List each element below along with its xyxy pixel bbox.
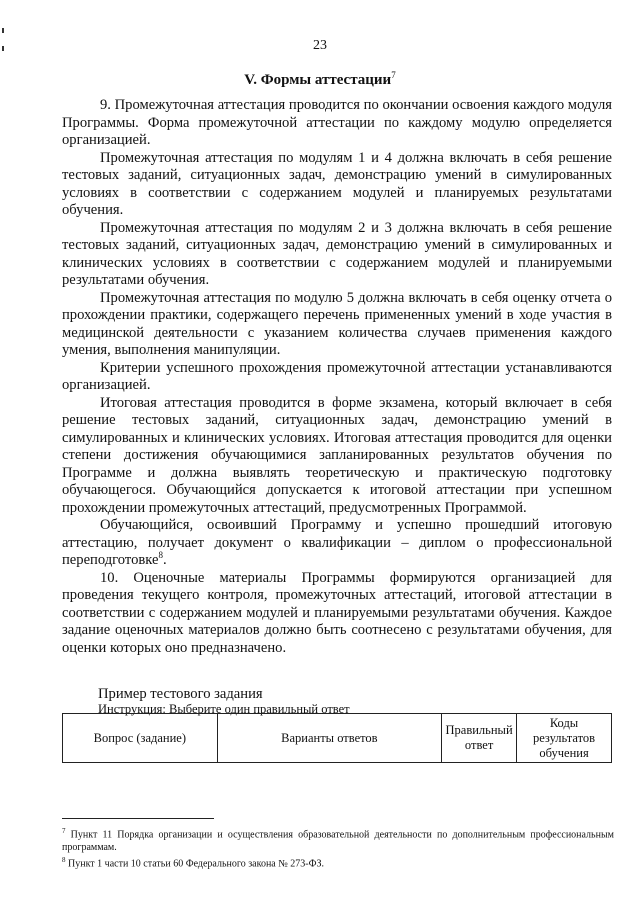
- page-number: 23: [313, 38, 327, 53]
- paragraph: Критерии успешного прохождения промежуточной аттестации устанавливаются организацией.: [62, 359, 612, 393]
- footnote-text: Пункт 1 части 10 статьи 60 Федерального закона № 273-ФЗ.: [68, 858, 325, 870]
- paragraph: Итоговая аттестация проводится в форме экзамена, который включает в себя решение тестовых заданий, ситуационных задач, демонстрацию умений в симулированных и клинических условиях. Итоговая аттестация проводится для оценки степени достижения обучающимися запланированных результатов обучения по Программе и должна выявлять теоретическую и практическую подготовку обучающегося. Обучающийся допускается к итоговой аттестации при успешном прохождении промежуточных аттестаций, предусмотренных Программой.: [62, 394, 612, 516]
- heading-text: V. Формы аттестации: [244, 72, 392, 88]
- footnote-ref: 7: [391, 70, 396, 80]
- footnote: [62, 854, 614, 871]
- paragraph: 10. Оценочные материалы Программы формируются организацией для проведения текущего контроля, промежуточных аттестаций, итоговой аттестации в соответствии с содержанием модулей и планируемыми результатами обучения. Каждое задание оценочных материалов должно быть соотнесено с результатами обучения, для оценки которых оно предназначено.: [62, 569, 612, 656]
- paragraph: Промежуточная аттестация по модулям 1 и 4 должна включать в себя решение тестовых заданий, ситуационных задач, демонстрацию умений в симулированных условиях в соответствии с содержанием модулей и планируемых результатами обучения.: [62, 149, 612, 218]
- instruction-text: Инструкция: Выберите один правильный ответ: [98, 702, 350, 716]
- body-text: [62, 97, 612, 657]
- table-header-cell: Вопрос (задание): [63, 714, 218, 763]
- paragraph-text: Обучающийся, освоивший Программу и успешно прошедший итоговую аттестацию, получает документ о квалификации – диплом о профессиональной переподготовке: [62, 517, 612, 568]
- test-task-table: [62, 713, 612, 763]
- margin-mark: [2, 28, 4, 33]
- table-header-row: [63, 714, 612, 763]
- paragraph: Промежуточная аттестация по модулям 2 и 3 должна включать в себя решение тестовых заданий, ситуационных задач, демонстрацию умений в симулированных и клинических условиях в соответствии с содержанием модулей и планируемыми результатами обучения.: [62, 219, 612, 288]
- paragraph: [62, 517, 612, 570]
- footnote-ref: 8: [158, 550, 163, 561]
- paragraph: Промежуточная аттестация по модулю 5 должна включать в себя оценку отчета о прохождении практики, содержащего перечень примененных умений в ходе участия в медицинской деятельности с указанием количества случаев применения каждого умения, выполнения манипуляции.: [62, 289, 612, 358]
- footnote-text: Пункт 11 Порядка организации и осуществления образовательной деятельности по дополнительным профессиональным программам.: [62, 829, 614, 853]
- example-title: Пример тестового задания: [98, 686, 263, 702]
- paragraph-tail: .: [162, 552, 167, 568]
- footnote-number: 7: [62, 827, 66, 835]
- table-header-cell: Коды результатов обучения: [517, 714, 612, 763]
- footnotes: [62, 825, 614, 871]
- section-heading: [0, 70, 640, 89]
- table-header-cell: Правильный ответ: [442, 714, 517, 763]
- footnote-divider: [62, 818, 214, 819]
- table-header-cell: Варианты ответов: [217, 714, 441, 763]
- footnote: [62, 825, 614, 854]
- paragraph: 9. Промежуточная аттестация проводится по окончании освоения каждого модуля Программы. Форма промежуточной аттестации по каждому модулю определяется организацией.: [62, 97, 612, 148]
- footnote-number: 8: [62, 856, 66, 865]
